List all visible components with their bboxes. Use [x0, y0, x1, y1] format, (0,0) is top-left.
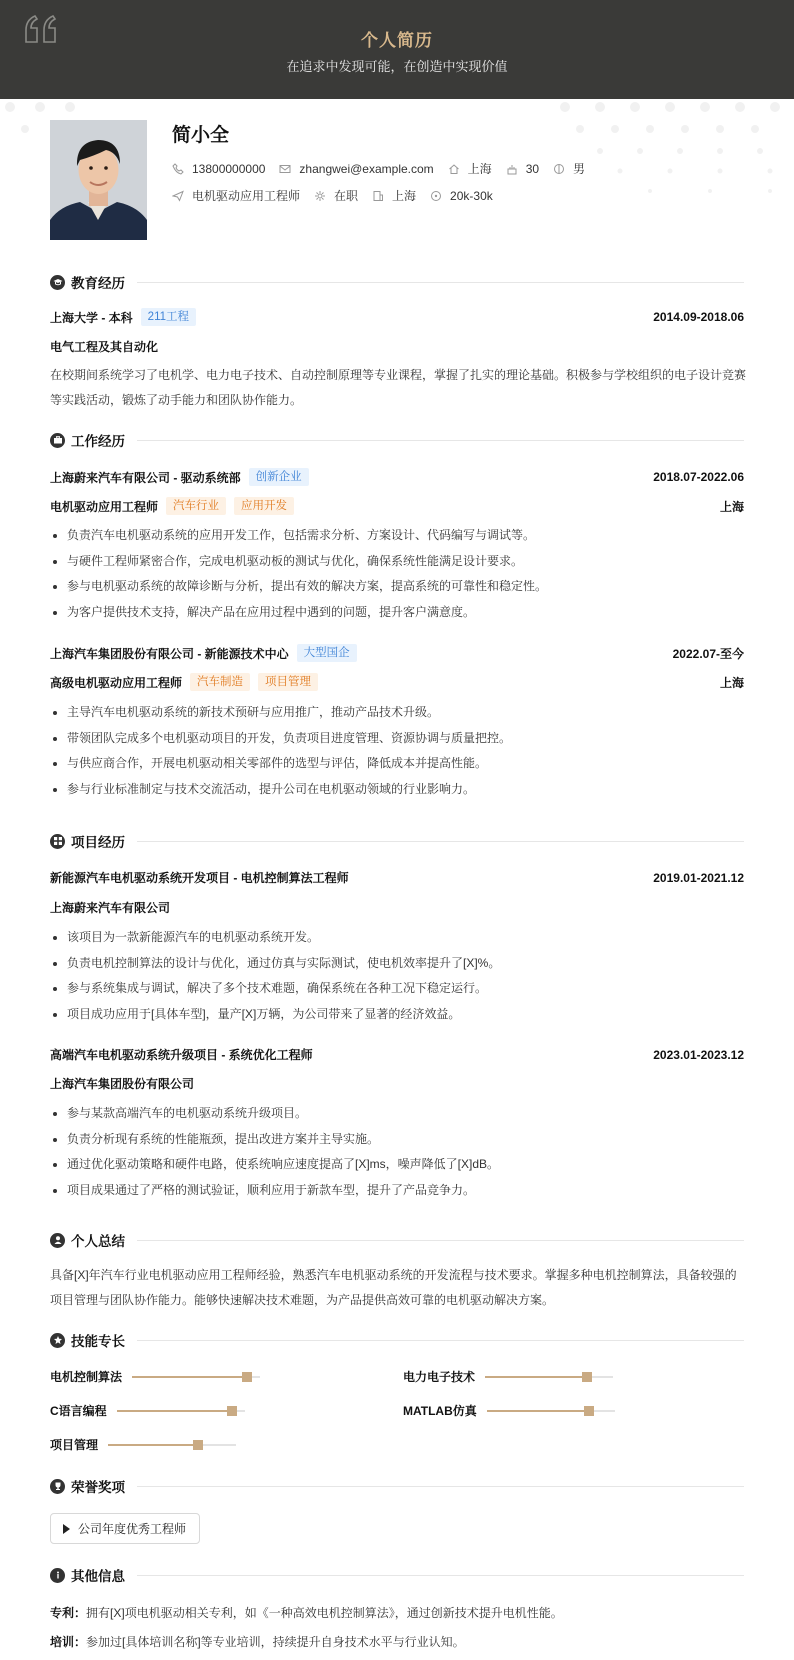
work-company-row: [50, 644, 744, 662]
project-title: 新能源汽车电机驱动系统开发项目 - 电机控制算法工程师: [50, 871, 349, 885]
profile-block: [50, 120, 750, 240]
skill-name: MATLAB仿真: [403, 1404, 477, 1418]
divider: [137, 1486, 744, 1487]
money-icon: [430, 190, 442, 202]
phone-item: [172, 162, 265, 176]
email-item: [279, 162, 433, 176]
other-info-line: [50, 1604, 746, 1621]
section-work: [50, 430, 744, 450]
skill-name: 项目管理: [50, 1438, 99, 1452]
divider: [137, 282, 744, 283]
briefcase-icon: [50, 433, 65, 448]
role-title: 高级电机驱动应用工程师: [50, 675, 183, 690]
section-title-text: 个人总结: [71, 1234, 125, 1249]
city-text: 上海: [467, 162, 492, 176]
city-item: [448, 160, 492, 177]
user-icon: [50, 1233, 65, 1248]
list-item: 主导汽车电机驱动系统的新技术预研与应用推广，推动产品技术升级。: [50, 700, 740, 726]
list-item: 项目成果通过了严格的测试验证，顺利应用于新款车型，提升了产品竞争力。: [50, 1178, 740, 1204]
gender-icon: [553, 163, 565, 175]
skills-icon: [50, 1333, 65, 1348]
award-badge: [50, 1513, 200, 1544]
list-item: 与供应商合作，开展电机驱动相关零部件的选型与评估，降低成本并提高性能。: [50, 751, 740, 777]
send-icon: [172, 190, 184, 202]
project-company: 上海蔚来汽车有限公司: [50, 901, 171, 915]
major: 电气工程及其自动化: [50, 340, 159, 354]
education-header: [50, 308, 744, 326]
skill-level-bar: [485, 1376, 613, 1378]
position-item: [172, 187, 300, 204]
trophy-icon: [50, 1479, 65, 1494]
target-city-text: 上海: [392, 189, 417, 203]
project-date: 2019.01-2021.12: [653, 870, 744, 885]
education-major-row: [50, 338, 744, 355]
skill-level-knob: [584, 1406, 594, 1416]
section-title-text: 教育经历: [71, 276, 125, 291]
email-text: zhangwei@example.com: [299, 161, 434, 176]
work-company-row: [50, 468, 744, 486]
list-item: 与硬件工程师紧密合作，完成电机驱动板的测试与优化，确保系统性能满足设计要求。: [50, 549, 740, 575]
skill-level-fill: [487, 1410, 589, 1412]
skill-name: C语言编程: [50, 1404, 107, 1418]
grid-icon: [50, 834, 65, 849]
project-items-list: [50, 925, 740, 1027]
skill-item: [403, 1368, 613, 1385]
project-date: 2023.01-2023.12: [653, 1047, 744, 1062]
info-icon: [50, 1568, 65, 1583]
work-role-row: [50, 497, 744, 515]
avatar: [50, 120, 147, 240]
education-date: 2014.09-2018.06: [653, 310, 744, 324]
section-skills: [50, 1330, 744, 1350]
salary-item: [430, 189, 493, 203]
other-text: 参加过[具体培训名称]等专业培训，持续提升自身技术水平与行业认知。: [86, 1635, 465, 1649]
divider: [137, 440, 744, 441]
list-item: 项目成功应用于[具体车型]，量产[X]万辆，为公司带来了显著的经济效益。: [50, 1002, 740, 1028]
list-item: 参与系统集成与调试，解决了多个技术难题，确保系统在各种工况下稳定运行。: [50, 976, 740, 1002]
phone-text: 13800000000: [192, 161, 266, 176]
phone-icon: [172, 163, 184, 175]
skill-level-knob: [242, 1372, 252, 1382]
list-item: 参与某款高端汽车的电机驱动系统升级项目。: [50, 1101, 740, 1127]
work-location: 上海: [719, 499, 744, 514]
section-education: [50, 272, 744, 292]
company-tag: 大型国企: [297, 644, 357, 662]
section-title-text: 工作经历: [71, 434, 125, 449]
list-item: 参与行业标准制定与技术交流活动，提升公司在电机驱动领域的行业影响力。: [50, 777, 740, 803]
status-text: 在职: [334, 189, 359, 203]
skill-level-fill: [485, 1376, 587, 1378]
resume-header: [0, 0, 794, 99]
page-subtitle: 在追求中发现可能，在创造中实现价值: [286, 59, 508, 74]
section-projects: [50, 831, 744, 851]
section-title-text: 技能专长: [71, 1334, 125, 1349]
work-duties-list: [50, 523, 740, 625]
skill-level-fill: [108, 1444, 198, 1446]
job-intent-row: [172, 187, 507, 204]
work-duties-list: [50, 700, 740, 802]
list-item: 参与电机驱动系统的故障诊断与分析，提出有效的解决方案，提高系统的可靠性和稳定性。: [50, 574, 740, 600]
project-title-row: [50, 1046, 744, 1063]
work-location: 上海: [719, 675, 744, 690]
gear-icon: [314, 190, 326, 202]
skill-level-knob: [582, 1372, 592, 1382]
skill-item: [50, 1402, 245, 1419]
other-info-line: [50, 1633, 746, 1650]
section-other: [50, 1565, 744, 1585]
graduation-cap-icon: [50, 275, 65, 290]
gender-text: 男: [573, 162, 586, 176]
award-text: 公司年度优秀工程师: [78, 1522, 187, 1536]
role-tag: 汽车行业: [166, 497, 226, 515]
cake-icon: [506, 163, 518, 175]
contact-row: [172, 160, 599, 177]
divider: [137, 1340, 744, 1341]
skill-level-bar: [108, 1444, 236, 1446]
list-item: 为客户提供技术支持，解决产品在应用过程中遇到的问题，提升客户满意度。: [50, 600, 740, 626]
status-item: [314, 187, 358, 204]
project-company-row: [50, 1075, 744, 1092]
skill-level-bar: [487, 1410, 615, 1412]
section-summary: [50, 1230, 744, 1250]
skill-item: [403, 1402, 615, 1419]
company-name: 上海蔚来汽车有限公司 - 驱动系统部: [50, 470, 241, 485]
divider: [137, 1575, 744, 1576]
skill-name: 电机控制算法: [50, 1370, 123, 1384]
list-item: 负责分析现有系统的性能瓶颈，提出改进方案并主导实施。: [50, 1127, 740, 1153]
list-item: 通过优化驱动策略和硬件电路，使系统响应速度提高了[X]ms，噪声降低了[X]dB。: [50, 1152, 740, 1178]
role-tag: 项目管理: [258, 673, 318, 691]
project-items-list: [50, 1101, 740, 1203]
skill-level-knob: [227, 1406, 237, 1416]
skill-level-bar: [132, 1376, 260, 1378]
school-name: 上海大学 - 本科: [50, 310, 133, 325]
company-tag: 创新企业: [249, 468, 309, 486]
other-label: 专利：: [50, 1606, 87, 1620]
work-date: 2022.07-至今: [672, 646, 744, 661]
skill-level-fill: [132, 1376, 247, 1378]
work-role-row: [50, 673, 744, 691]
skill-level-bar: [117, 1410, 245, 1412]
company-name: 上海汽车集团股份有限公司 - 新能源技术中心: [50, 646, 289, 661]
page-title: 个人简历: [361, 31, 433, 50]
building-icon: [372, 190, 384, 202]
age-text: 30: [525, 161, 540, 176]
other-text: 拥有[X]项电机驱动相关专利，如《一种高效电机控制算法》，通过创新技术提升电机性能。: [86, 1606, 563, 1620]
salary-text: 20k-30k: [450, 188, 493, 203]
school-tag: 211工程: [141, 308, 196, 326]
education-description: 在校期间系统学习了电机学、电力电子技术、自动控制原理等专业课程，掌握了扎实的理论基础。积极参与学校组织的电子设计竞赛等实践活动，锻炼了动手能力和团队协作能力。: [50, 368, 747, 407]
divider: [137, 1240, 744, 1241]
skill-level-fill: [117, 1410, 232, 1412]
summary-text: 具备[X]年汽车行业电机驱动应用工程师经验，熟悉汽车电机驱动系统的开发流程与技术要求。掌握多种电机控制算法，具备较强的项目管理与团队协作能力。能够快速解决技术难题，为产品提供高效可靠的电机驱动解决方案。: [50, 1268, 737, 1307]
list-item: 该项目为一款新能源汽车的电机驱动系统开发。: [50, 925, 740, 951]
section-awards: [50, 1476, 744, 1496]
list-item: 负责汽车电机驱动系统的应用开发工作，包括需求分析、方案设计、代码编写与调试等。: [50, 523, 740, 549]
list-item: 负责电机控制算法的设计与优化，通过仿真与实际测试，使电机效率提升了[X]%。: [50, 951, 740, 977]
role-tag: 汽车制造: [190, 673, 250, 691]
role-tag: 应用开发: [234, 497, 294, 515]
target-city-item: [372, 187, 416, 204]
role-title: 电机驱动应用工程师: [50, 499, 159, 514]
mail-icon: [279, 163, 291, 175]
play-icon: [63, 1524, 70, 1534]
age-item: [506, 162, 539, 176]
home-icon: [448, 163, 460, 175]
project-company: 上海汽车集团股份有限公司: [50, 1077, 195, 1091]
skill-item: [50, 1368, 260, 1385]
candidate-name: 简小全: [172, 125, 230, 146]
skill-item: [50, 1436, 236, 1453]
project-company-row: [50, 899, 744, 916]
section-title-text: 荣誉奖项: [71, 1480, 125, 1495]
work-date: 2018.07-2022.06: [653, 470, 744, 484]
skill-name: 电力电子技术: [403, 1370, 476, 1384]
other-label: 培训：: [50, 1635, 87, 1649]
position-text: 电机驱动应用工程师: [192, 189, 301, 203]
section-title-text: 项目经历: [71, 835, 125, 850]
list-item: 带领团队完成多个电机驱动项目的开发，负责项目进度管理、资源协调与质量把控。: [50, 726, 740, 752]
divider: [137, 841, 744, 842]
skill-level-knob: [193, 1440, 203, 1450]
project-title-row: [50, 869, 744, 886]
gender-item: [553, 160, 585, 177]
project-title: 高端汽车电机驱动系统升级项目 - 系统优化工程师: [50, 1048, 313, 1062]
section-title-text: 其他信息: [71, 1569, 125, 1584]
